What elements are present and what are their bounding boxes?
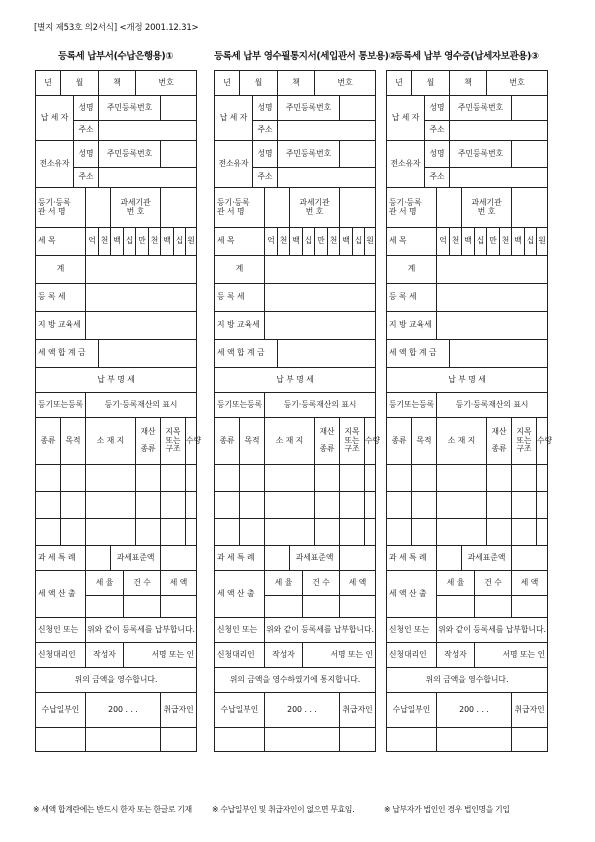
property-cell[interactable] [537,465,548,492]
applicant-label: 신청인 또는 [215,618,265,643]
standard-label: 과세표준액 [462,546,512,571]
property-cell[interactable] [437,519,487,546]
receiver-label: 수납일부인 [36,693,86,728]
declare-text: 위와 같이 등록세를 납부합니다. [86,618,197,643]
confirm-text: 위의 금액을 영수하였기에 통지합니다. [215,668,376,693]
property-cell[interactable] [315,465,340,492]
form-grid [214,70,381,752]
form-grid [386,70,553,752]
rate-label: 세 율 [265,571,303,596]
receiver-label: 수납일부인 [387,693,437,728]
rrn-field[interactable] [340,141,376,168]
rrn-field[interactable] [512,141,548,168]
rrn-field[interactable] [161,141,197,168]
reg-or-label: 등기또는등록 [215,393,265,418]
property-cell[interactable] [537,519,548,546]
property-cell[interactable] [136,492,161,519]
address-field[interactable] [278,168,376,188]
amount-label: 세 액 [161,571,197,596]
count-label: 건 수 [303,571,340,596]
property-cell[interactable] [537,492,548,519]
agent-label: 신청대리인 [215,643,265,668]
name-label: 성명 [425,96,450,121]
address-label: 주소 [425,121,450,141]
property-cell[interactable] [215,492,240,519]
property-cell[interactable] [340,492,365,519]
registration-tax-field[interactable] [86,284,197,312]
name-label: 성명 [253,96,278,121]
item-label: 세 목 [215,228,265,256]
property-cell[interactable] [61,465,86,492]
property-cell[interactable] [512,465,537,492]
sign-label: 서명 또는 인 [124,643,197,668]
property-cell[interactable] [61,492,86,519]
name-label: 성명 [74,141,99,168]
property-cell[interactable] [186,492,197,519]
digit-label: 십 [124,228,136,256]
tax-office-field[interactable] [340,188,376,228]
month-label: 월 [61,71,99,96]
tax-office-label: 과세기관 번 호 [290,188,340,228]
year-label: 년 [215,71,240,96]
digit-label: 천 [450,228,462,256]
education-tax-label: 지 방 교육세 [36,312,86,340]
address-field[interactable] [450,168,548,188]
total-label: 계 [36,256,86,284]
asset-kind-label: 재산 종류 [315,418,340,465]
area-label: 지목 또는 구조 [512,418,537,465]
asset-kind-label: 재산 종류 [487,418,512,465]
digit-label: 십 [525,228,537,256]
asset-kind-label: 재산 종류 [136,418,161,465]
handler-label: 취급자인 [161,693,197,728]
property-cell[interactable] [240,492,265,519]
rate-field[interactable] [437,596,475,618]
standard-field[interactable] [340,546,376,571]
amount-label: 세 액 [512,571,548,596]
qty-label: 수량 [537,418,548,465]
digit-label: 십 [475,228,487,256]
kind-label: 종류 [387,418,412,465]
property-cell[interactable] [215,519,240,546]
property-cell[interactable] [387,519,412,546]
property-cell[interactable] [365,465,376,492]
tax-sum-label: 세 액 합 계 금 [215,340,278,368]
property-cell[interactable] [487,519,512,546]
details-heading: 납 부 명 세 [36,368,197,393]
chaek-label: 책 [278,71,315,96]
sign-label: 서명 또는 인 [303,643,376,668]
special-label: 과 세 특 례 [36,546,86,571]
education-tax-field[interactable] [86,312,197,340]
writer-label: 작성자 [437,643,475,668]
rate-field[interactable] [86,596,124,618]
date-field[interactable]: 200 . . . [265,693,340,728]
form-title: 등록세 납부 영수필통지서(세입관서 통보용)② [214,51,397,62]
registry-office-field[interactable] [437,188,462,228]
rrn-label: 주민등록번호 [278,141,340,168]
rrn-field[interactable] [340,96,376,121]
month-label: 월 [412,71,450,96]
digit-label: 원 [537,228,548,256]
standard-field[interactable] [161,546,197,571]
education-tax-field[interactable] [265,312,376,340]
digit-label: 천 [278,228,290,256]
digit-label: 백 [512,228,525,256]
tax-sum-field[interactable] [450,340,548,368]
property-cell[interactable] [161,519,186,546]
name-label: 성명 [425,141,450,168]
amount-field[interactable] [340,596,376,618]
special-field[interactable] [437,546,462,571]
item-label: 세 목 [387,228,437,256]
digit-label: 천 [328,228,340,256]
month-label: 월 [240,71,278,96]
year-label: 년 [36,71,61,96]
digit-label: 만 [487,228,500,256]
digit-label: 천 [149,228,161,256]
number-label: 번호 [487,71,548,96]
property-cell[interactable] [215,465,240,492]
rrn-field[interactable] [512,96,548,121]
address-label: 주소 [74,168,99,188]
property-cell[interactable] [36,492,61,519]
sign-label: 서명 또는 인 [475,643,548,668]
address-field[interactable] [99,168,197,188]
rrn-field[interactable] [161,96,197,121]
form-grid [35,70,202,752]
count-field[interactable] [475,596,512,618]
owner-label: 전소유자 [387,141,425,188]
education-tax-field[interactable] [437,312,548,340]
registry-office-label: 등기·등록 관 서 명 [387,188,437,228]
address-label: 주소 [253,121,278,141]
digit-label: 억 [265,228,278,256]
declare-text: 위와 같이 등록세를 납부합니다. [265,618,376,643]
digit-label: 원 [186,228,197,256]
rate-field[interactable] [265,596,303,618]
property-cell[interactable] [136,465,161,492]
tax-sum-field[interactable] [99,340,197,368]
property-cell[interactable] [186,519,197,546]
number-label: 번호 [136,71,197,96]
purpose-label: 목적 [240,418,265,465]
total-field[interactable] [437,256,548,284]
area-label: 지목 또는 구조 [161,418,186,465]
chaek-label: 책 [450,71,487,96]
digit-label: 원 [365,228,376,256]
property-cell[interactable] [437,465,487,492]
amount-field[interactable] [161,596,197,618]
qty-label: 수량 [186,418,197,465]
receiver-label: 수납일부인 [215,693,265,728]
special-field[interactable] [265,546,290,571]
digit-label: 만 [136,228,149,256]
form-header: [별지 제53호 의2서식] <개정 2001.12.31> [34,23,199,33]
digit-label: 억 [86,228,99,256]
education-tax-label: 지 방 교육세 [215,312,265,340]
calc-label: 세 액 산 출 [387,571,437,618]
area-label: 지목 또는 구조 [340,418,365,465]
property-cell[interactable] [365,519,376,546]
details-heading: 납 부 명 세 [387,368,548,393]
location-label: 소 재 지 [265,418,315,465]
property-cell[interactable] [340,519,365,546]
confirm-text: 위의 금액을 영수합니다. [36,668,197,693]
address-field[interactable] [450,121,548,141]
digit-label: 천 [500,228,512,256]
calc-label: 세 액 산 출 [36,571,86,618]
reg-or-label: 등기또는등록 [387,393,437,418]
property-cell[interactable] [387,492,412,519]
owner-label: 전소유자 [36,141,74,188]
handler-label: 취급자인 [512,693,548,728]
address-field[interactable] [278,121,376,141]
property-cell[interactable] [512,492,537,519]
property-cell[interactable] [412,519,437,546]
applicant-label: 신청인 또는 [36,618,86,643]
registration-tax-label: 등 록 세 [387,284,437,312]
tax-office-field[interactable] [512,188,548,228]
digit-label: 십 [174,228,186,256]
year-label: 년 [387,71,412,96]
details-heading: 납 부 명 세 [215,368,376,393]
agent-label: 신청대리인 [36,643,86,668]
amount-field[interactable] [512,596,548,618]
digit-label: 십 [303,228,315,256]
rrn-label: 주민등록번호 [278,96,340,121]
purpose-label: 목적 [61,418,86,465]
property-cell[interactable] [161,465,186,492]
total-label: 계 [387,256,437,284]
registry-office-field[interactable] [86,188,111,228]
location-label: 소 재 지 [437,418,487,465]
registry-office-label: 등기·등록 관 서 명 [215,188,265,228]
kind-label: 종류 [215,418,240,465]
property-cell[interactable] [36,465,61,492]
property-cell[interactable] [437,492,487,519]
property-cell[interactable] [161,492,186,519]
property-cell[interactable] [387,465,412,492]
location-label: 소 재 지 [86,418,136,465]
property-cell[interactable] [412,492,437,519]
count-field[interactable] [303,596,340,618]
owner-label: 전소유자 [215,141,253,188]
taxpayer-label: 납 세 자 [215,96,253,141]
rrn-label: 주민등록번호 [99,96,161,121]
taxpayer-label: 납 세 자 [36,96,74,141]
property-cell[interactable] [265,519,315,546]
name-label: 성명 [74,96,99,121]
property-cell[interactable] [512,519,537,546]
digit-label: 억 [437,228,450,256]
property-cell[interactable] [340,465,365,492]
total-label: 계 [215,256,265,284]
registration-tax-label: 등 록 세 [36,284,86,312]
property-cell[interactable] [86,519,136,546]
payment-form-2 [214,44,397,752]
address-label: 주소 [74,121,99,141]
property-cell[interactable] [412,465,437,492]
form-note: ※ 납부자가 법인인 경우 법인명을 기입 [384,805,510,814]
rrn-label: 주민등록번호 [99,141,161,168]
digit-label: 백 [462,228,475,256]
property-cell[interactable] [315,492,340,519]
digit-label: 백 [161,228,174,256]
standard-field[interactable] [512,546,548,571]
rate-label: 세 율 [437,571,475,596]
tax-office-label: 과세기관 번 호 [462,188,512,228]
property-cell[interactable] [36,519,61,546]
property-cell[interactable] [265,465,315,492]
property-cell[interactable] [240,465,265,492]
special-field[interactable] [86,546,111,571]
kind-label: 종류 [36,418,61,465]
tax-office-field[interactable] [161,188,197,228]
writer-label: 작성자 [265,643,303,668]
tax-sum-label: 세 액 합 계 금 [387,340,450,368]
form-title: 등록세 납부서(수납은행용)① [58,51,173,62]
taxpayer-label: 납 세 자 [387,96,425,141]
property-cell[interactable] [186,465,197,492]
form-note: ※ 수납일부인 및 취급자인이 없으면 무효임. [212,805,355,814]
calc-label: 세 액 산 출 [215,571,265,618]
digit-label: 천 [99,228,111,256]
standard-label: 과세표준액 [111,546,161,571]
date-field[interactable]: 200 . . . [86,693,161,728]
applicant-label: 신청인 또는 [387,618,437,643]
property-label: 등기·등록재산의 표시 [86,393,197,418]
special-label: 과 세 특 례 [215,546,265,571]
count-label: 건 수 [475,571,512,596]
payment-form-1 [35,44,202,752]
tax-office-label: 과세기관 번 호 [111,188,161,228]
item-label: 세 목 [36,228,86,256]
registration-tax-label: 등 록 세 [215,284,265,312]
registry-office-field[interactable] [265,188,290,228]
property-cell[interactable] [136,519,161,546]
property-cell[interactable] [86,492,136,519]
digit-label: 백 [340,228,353,256]
digit-label: 만 [315,228,328,256]
declare-text: 위와 같이 등록세를 납부합니다. [437,618,548,643]
qty-label: 수량 [365,418,376,465]
amount-label: 세 액 [340,571,376,596]
agent-label: 신청대리인 [387,643,437,668]
total-field[interactable] [265,256,376,284]
rrn-label: 주민등록번호 [450,96,512,121]
reg-or-label: 등기또는등록 [36,393,86,418]
standard-label: 과세표준액 [290,546,340,571]
property-cell[interactable] [61,519,86,546]
payment-form-3 [386,44,553,752]
digit-label: 백 [111,228,124,256]
number-label: 번호 [315,71,376,96]
property-cell[interactable] [487,492,512,519]
registration-tax-field[interactable] [437,284,548,312]
count-field[interactable] [124,596,161,618]
address-label: 주소 [253,168,278,188]
property-cell[interactable] [265,492,315,519]
property-cell[interactable] [86,465,136,492]
rate-label: 세 율 [86,571,124,596]
property-cell[interactable] [487,465,512,492]
form-note: ※ 세액 합계란에는 반드시 한자 또는 한글로 기재 [33,805,192,814]
tax-sum-field[interactable] [278,340,376,368]
digit-label: 백 [290,228,303,256]
property-cell[interactable] [315,519,340,546]
property-cell[interactable] [365,492,376,519]
writer-label: 작성자 [86,643,124,668]
count-label: 건 수 [124,571,161,596]
address-label: 주소 [425,168,450,188]
property-label: 등기·등록재산의 표시 [437,393,548,418]
confirm-text: 위의 금액을 영수합니다. [387,668,548,693]
address-field[interactable] [99,121,197,141]
chaek-label: 책 [99,71,136,96]
tax-sum-label: 세 액 합 계 금 [36,340,99,368]
property-label: 등기·등록재산의 표시 [265,393,376,418]
education-tax-label: 지 방 교육세 [387,312,437,340]
registry-office-label: 등기·등록 관 서 명 [36,188,86,228]
special-label: 과 세 특 례 [387,546,437,571]
handler-label: 취급자인 [340,693,376,728]
digit-label: 십 [353,228,365,256]
total-field[interactable] [86,256,197,284]
form-title: 등록세 납부 영수증(납세자보관용)③ [394,51,539,62]
date-field[interactable]: 200 . . . [437,693,512,728]
property-cell[interactable] [240,519,265,546]
purpose-label: 목적 [412,418,437,465]
name-label: 성명 [253,141,278,168]
registration-tax-field[interactable] [265,284,376,312]
rrn-label: 주민등록번호 [450,141,512,168]
